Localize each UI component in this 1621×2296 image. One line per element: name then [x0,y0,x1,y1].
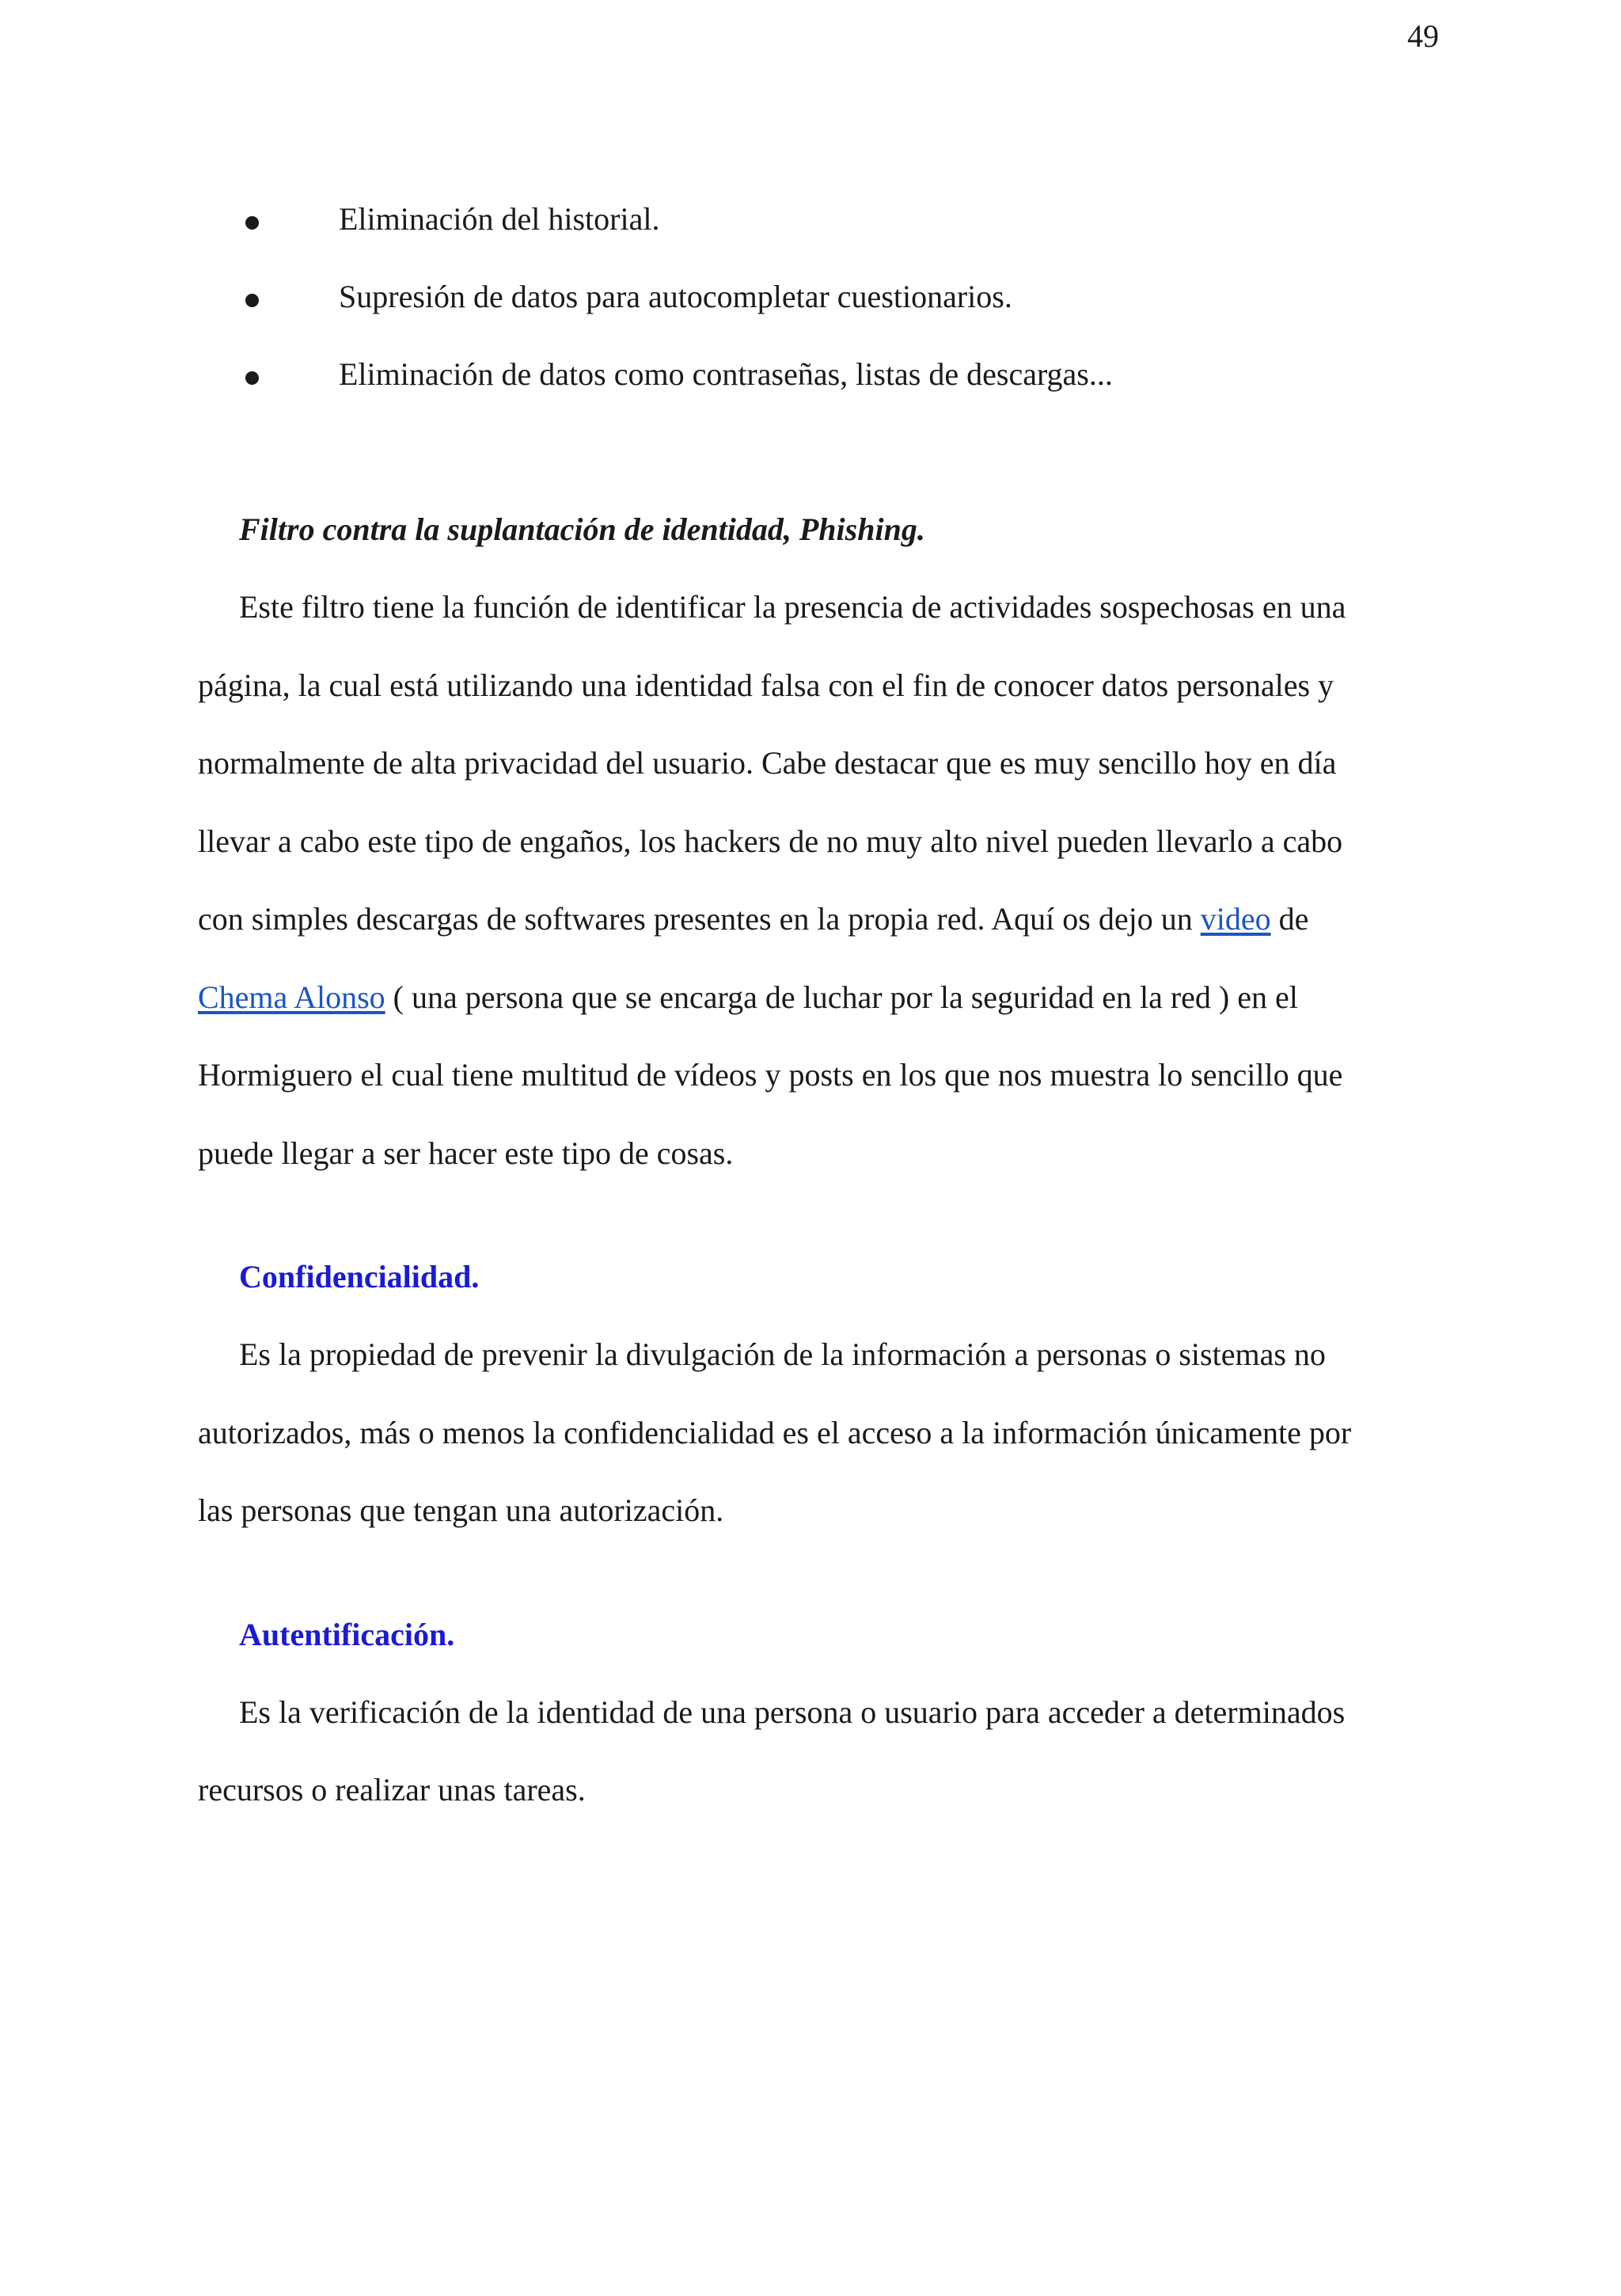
section-spacer [198,429,1409,507]
paragraph-line [198,880,1409,959]
line-text: con simples descargas de softwares presentes en la propia red. Aquí os dejo un [198,901,1201,937]
line-text: de [1270,901,1309,937]
paragraph-line: puede llegar a ser hacer este tipo de cosas. [198,1135,734,1171]
section-spacer [198,1550,1409,1612]
bullet-list [198,196,1409,429]
list-item [198,274,1409,352]
bullet-icon [245,371,259,385]
paragraph-line: página, la cual está utilizando una identidad falsa con el fin de conocer datos personales y [198,667,1334,703]
video-link[interactable]: video [1200,901,1271,937]
section-spacer [198,1192,1409,1254]
paragraph-line: Es la verificación de la identidad de una persona o usuario para acceder a determinados [239,1693,1346,1730]
paragraph-line: recursos o realizar unas tareas. [198,1772,586,1808]
list-item [198,196,1409,274]
list-item-text: Eliminación del historial. [339,201,660,237]
paragraph-line [198,959,1409,1037]
paragraph-line: las personas que tengan una autorización. [198,1492,724,1528]
list-item-text: Eliminación de datos como contraseñas, listas de descargas... [339,356,1113,392]
list-item [198,352,1409,429]
confidencialidad-paragraph [198,1316,1409,1550]
page-number: 49 [1407,18,1439,54]
phishing-paragraph [198,568,1409,1192]
paragraph-line: normalmente de alta privacidad del usuario. Cabe destacar que es muy sencillo hoy en día [198,745,1337,781]
line-text: ( una persona que se encarga de luchar por la seguridad en la red ) en el [385,979,1298,1015]
bullet-icon [245,294,259,307]
bullet-icon [245,216,259,230]
phishing-heading: Filtro contra la suplantación de identidad, Phishing. [239,511,925,547]
paragraph-line: llevar a cabo este tipo de engaños, los hackers de no muy alto nivel pueden llevarlo a cabo [198,823,1343,859]
paragraph-line: Es la propiedad de prevenir la divulgación de la información a personas o sistemas no [239,1336,1326,1372]
list-item-text: Supresión de datos para autocompletar cuestionarios. [339,279,1012,314]
chema-alonso-link[interactable]: Chema Alonso [198,979,385,1015]
document-body [198,196,1409,1830]
paragraph-line: Este filtro tiene la función de identificar la presencia de actividades sospechosas en una [239,589,1346,625]
autentificacion-paragraph [198,1674,1409,1830]
confidencialidad-heading: Confidencialidad. [239,1259,480,1294]
paragraph-line: autorizados, más o menos la confidencialidad es el acceso a la información únicamente por [198,1414,1352,1450]
autentificacion-heading: Autentificación. [239,1616,455,1652]
paragraph-line: Hormiguero el cual tiene multitud de vídeos y posts en los que nos muestra lo sencillo que [198,1057,1343,1093]
